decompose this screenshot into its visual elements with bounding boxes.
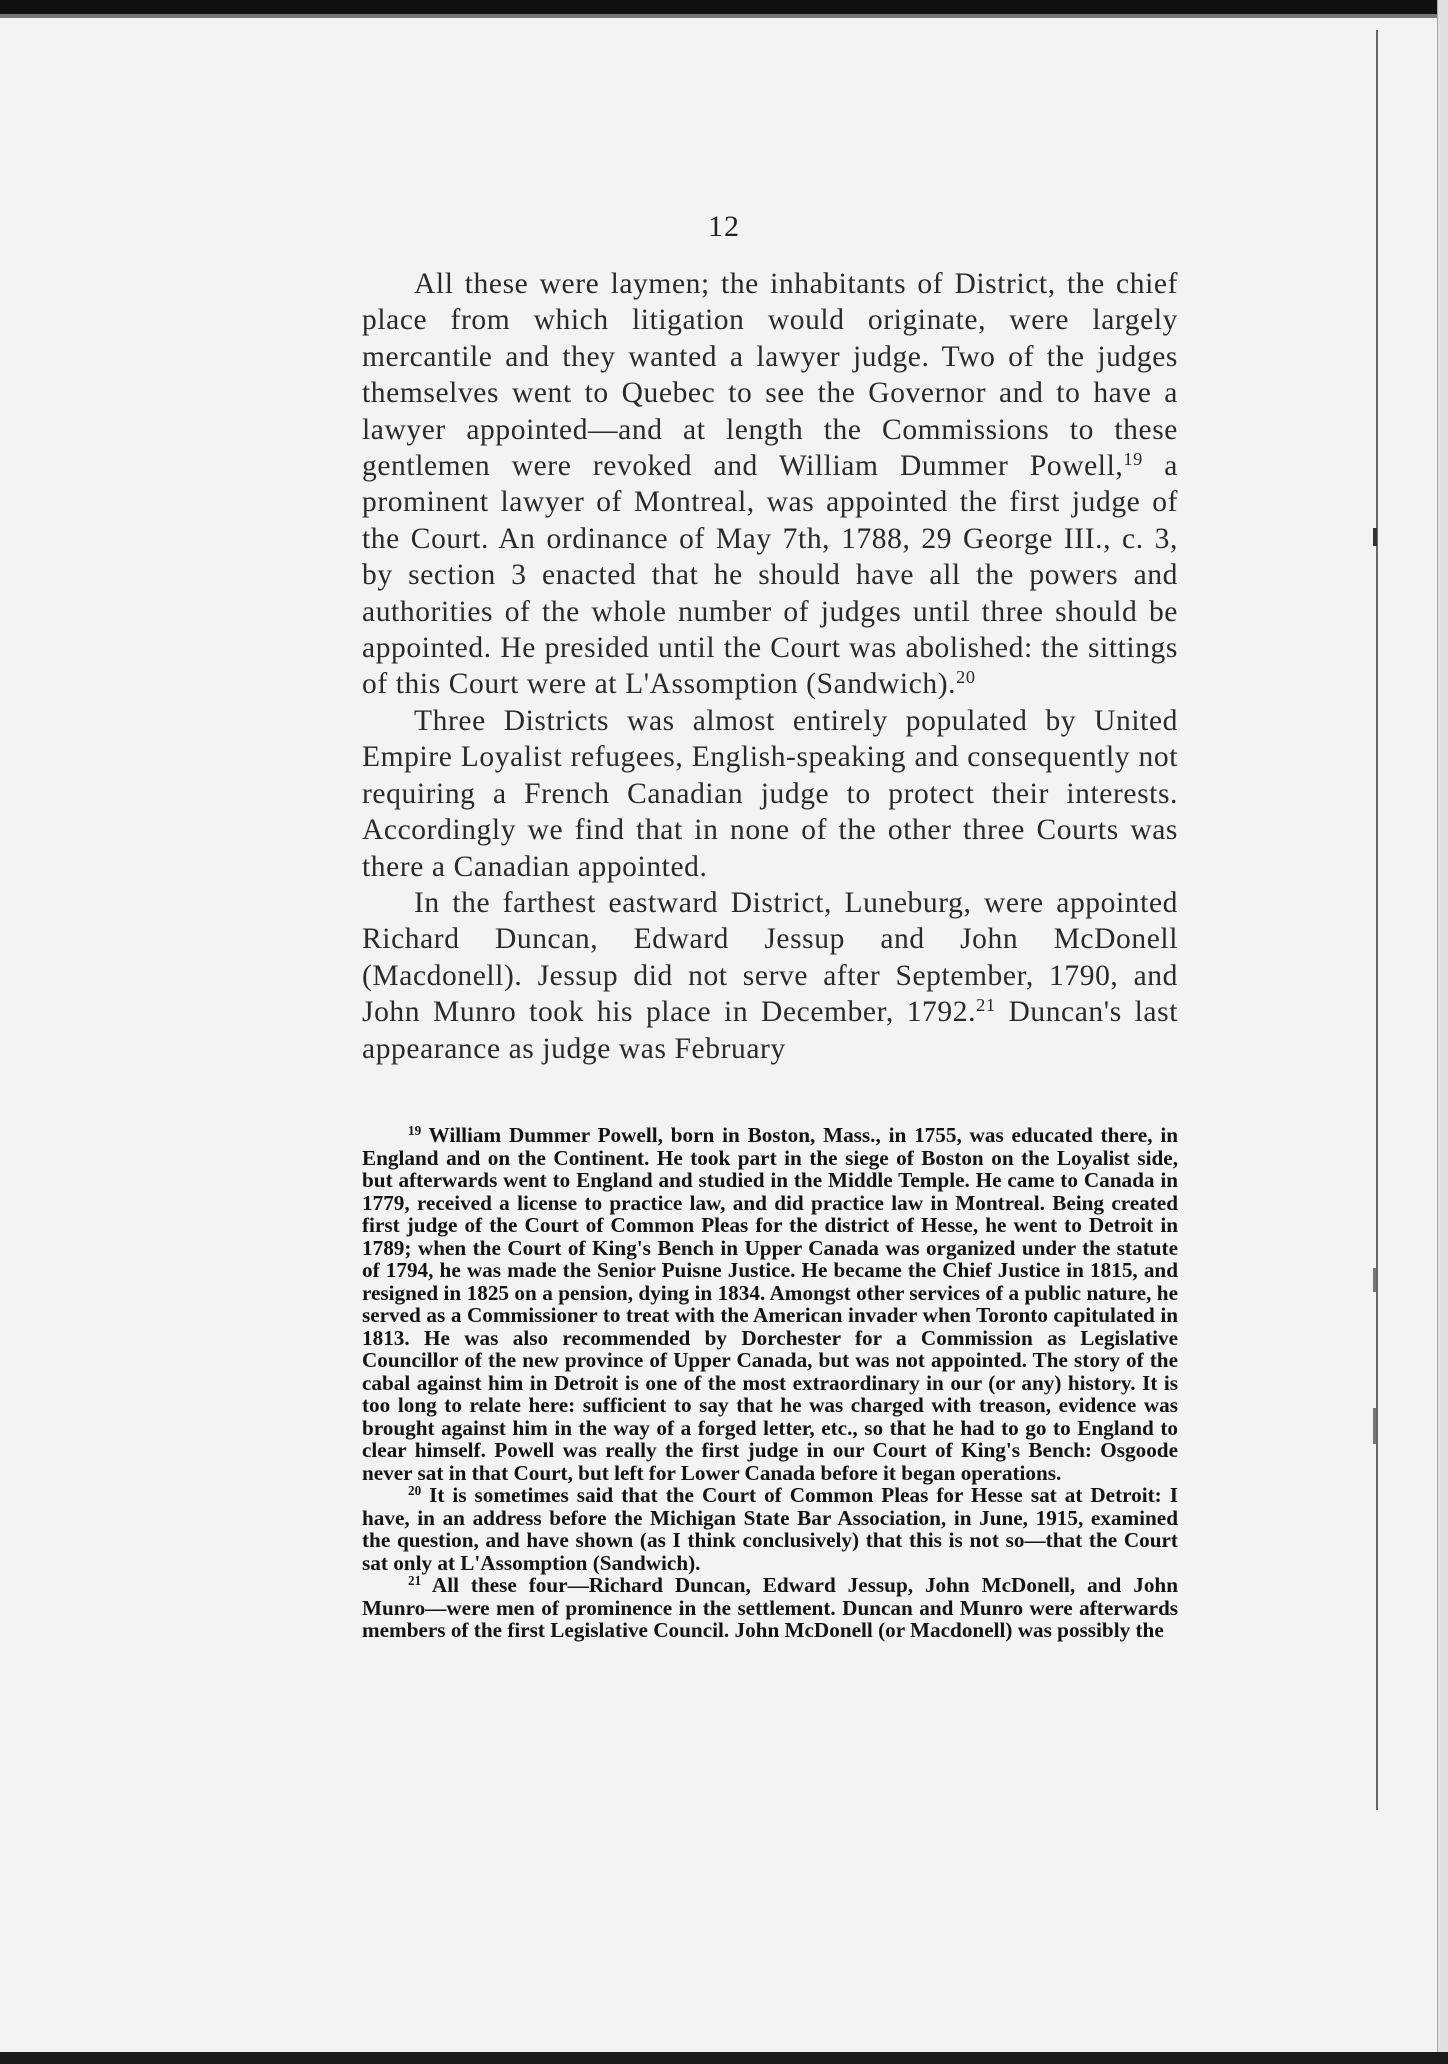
edge-mark	[1373, 1268, 1376, 1292]
scan-bottom-border	[0, 2052, 1448, 2064]
footnote-ref: 19	[1123, 448, 1143, 469]
footnote-ref: 20	[956, 667, 976, 688]
paragraph	[362, 266, 1178, 703]
footnote	[362, 1124, 1178, 1484]
page-number: 12	[708, 210, 740, 243]
paragraph-text: a prominent lawyer of Montreal, was appointed the first judge of the Court. An ordinance of May 7th, 1788, 29 George III., c. 3, by section 3 enacted that he should have all the powers and authorities of the whole number of judges until three should be appointed. He presided until the Court was abolished: the sittings of this Court were at L'Assomption (Sandwich).	[362, 450, 1178, 701]
footnote-marker: 20	[408, 1482, 422, 1498]
paragraph-text: In the farthest eastward District, Luneburg, were appointed Richard Duncan, Edward Jessup and John McDonell (Macdonell). Jessup did not serve after September, 1790, and John Munro took his place in December, 1792.	[362, 886, 1178, 1029]
paragraph-text: Duncan's last appearance as judge was February	[362, 996, 1179, 1065]
edge-mark	[1373, 1408, 1376, 1444]
footnote-ref: 21	[976, 995, 996, 1016]
footnote-text: All these four—Richard Duncan, Edward Jessup, John McDonell, and John Munro—were men of prominence in the settlement. Duncan and Munro were afterwards members of the first Legislative Council. John McDonell (or Macdonell) was possibly the	[362, 1573, 1178, 1642]
page-edge-line	[1376, 30, 1378, 1810]
footnote	[362, 1574, 1178, 1642]
paragraph-text: All these were laymen; the inhabitants of District, the chief place from which litigation would originate, were largely mercantile and they wanted a lawyer judge. Two of the judges themselves went to Quebec to see the Governor and to have a lawyer appointed—and at length the Commissions to these gentlemen were revoked and William Dummer Powell,	[362, 268, 1178, 483]
paragraph: Three Districts was almost entirely populated by United Empire Loyalist refugees, English-speaking and consequently not requiring a French Canadian judge to protect their interests. Accordingly we find that in none of the other three Courts was there a Canadian appointed.	[362, 704, 1178, 883]
paragraph	[362, 885, 1178, 1067]
footnote-text: It is sometimes said that the Court of Common Pleas for Hesse sat at Detroit: I have, in an address before the Michigan State Bar Association, in June, 1915, examined the question, and have shown (as I think conclusively) that this is not so—that the Court sat only at L'Assomption (Sandwich).	[362, 1483, 1178, 1575]
footnote-marker: 19	[408, 1122, 422, 1138]
footnote	[362, 1484, 1178, 1574]
body-text	[362, 266, 1178, 1067]
footnote-marker: 21	[408, 1572, 422, 1588]
scan-top-border	[0, 0, 1448, 14]
scan-right-margin	[1437, 0, 1448, 2064]
footnotes	[362, 1124, 1178, 1642]
edge-mark	[1373, 528, 1377, 546]
footnote-text: William Dummer Powell, born in Boston, Mass., in 1755, was educated there, in England and on the Continent. He took part in the siege of Boston on the Loyalist side, but afterwards went to England and studied in the Middle Temple. He came to Canada in 1779, received a license to practice law, and did practice law in Montreal. Being created first judge of the Court of Common Pleas for the district of Hesse, he went to Detroit in 1789; when the Court of King's Bench in Upper Canada was organized under the statute of 1794, he was made the Senior Puisne Justice. He became the Chief Justice in 1815, and resigned in 1825 on a pension, dying in 1834. Amongst other services of a public nature, he served as a Commissioner to treat with the American invader when Toronto capitulated in 1813. He was also recommended by Dorchester for a Commission as Legislative Councillor of the new province of Upper Canada, but was not appointed. The story of the cabal against him in Detroit is one of the most extraordinary in our (or any) history. It is too long to relate here: sufficient to say that he was charged with treason, evidence was brought against him in the way of a forged letter, etc., so that he had to go to England to clear himself. Powell was really the first judge in our Court of King's Bench: Osgoode never sat in that Court, but left for Lower Canada before it began operations.	[362, 1123, 1178, 1485]
scan-top-shadow	[0, 14, 1448, 18]
